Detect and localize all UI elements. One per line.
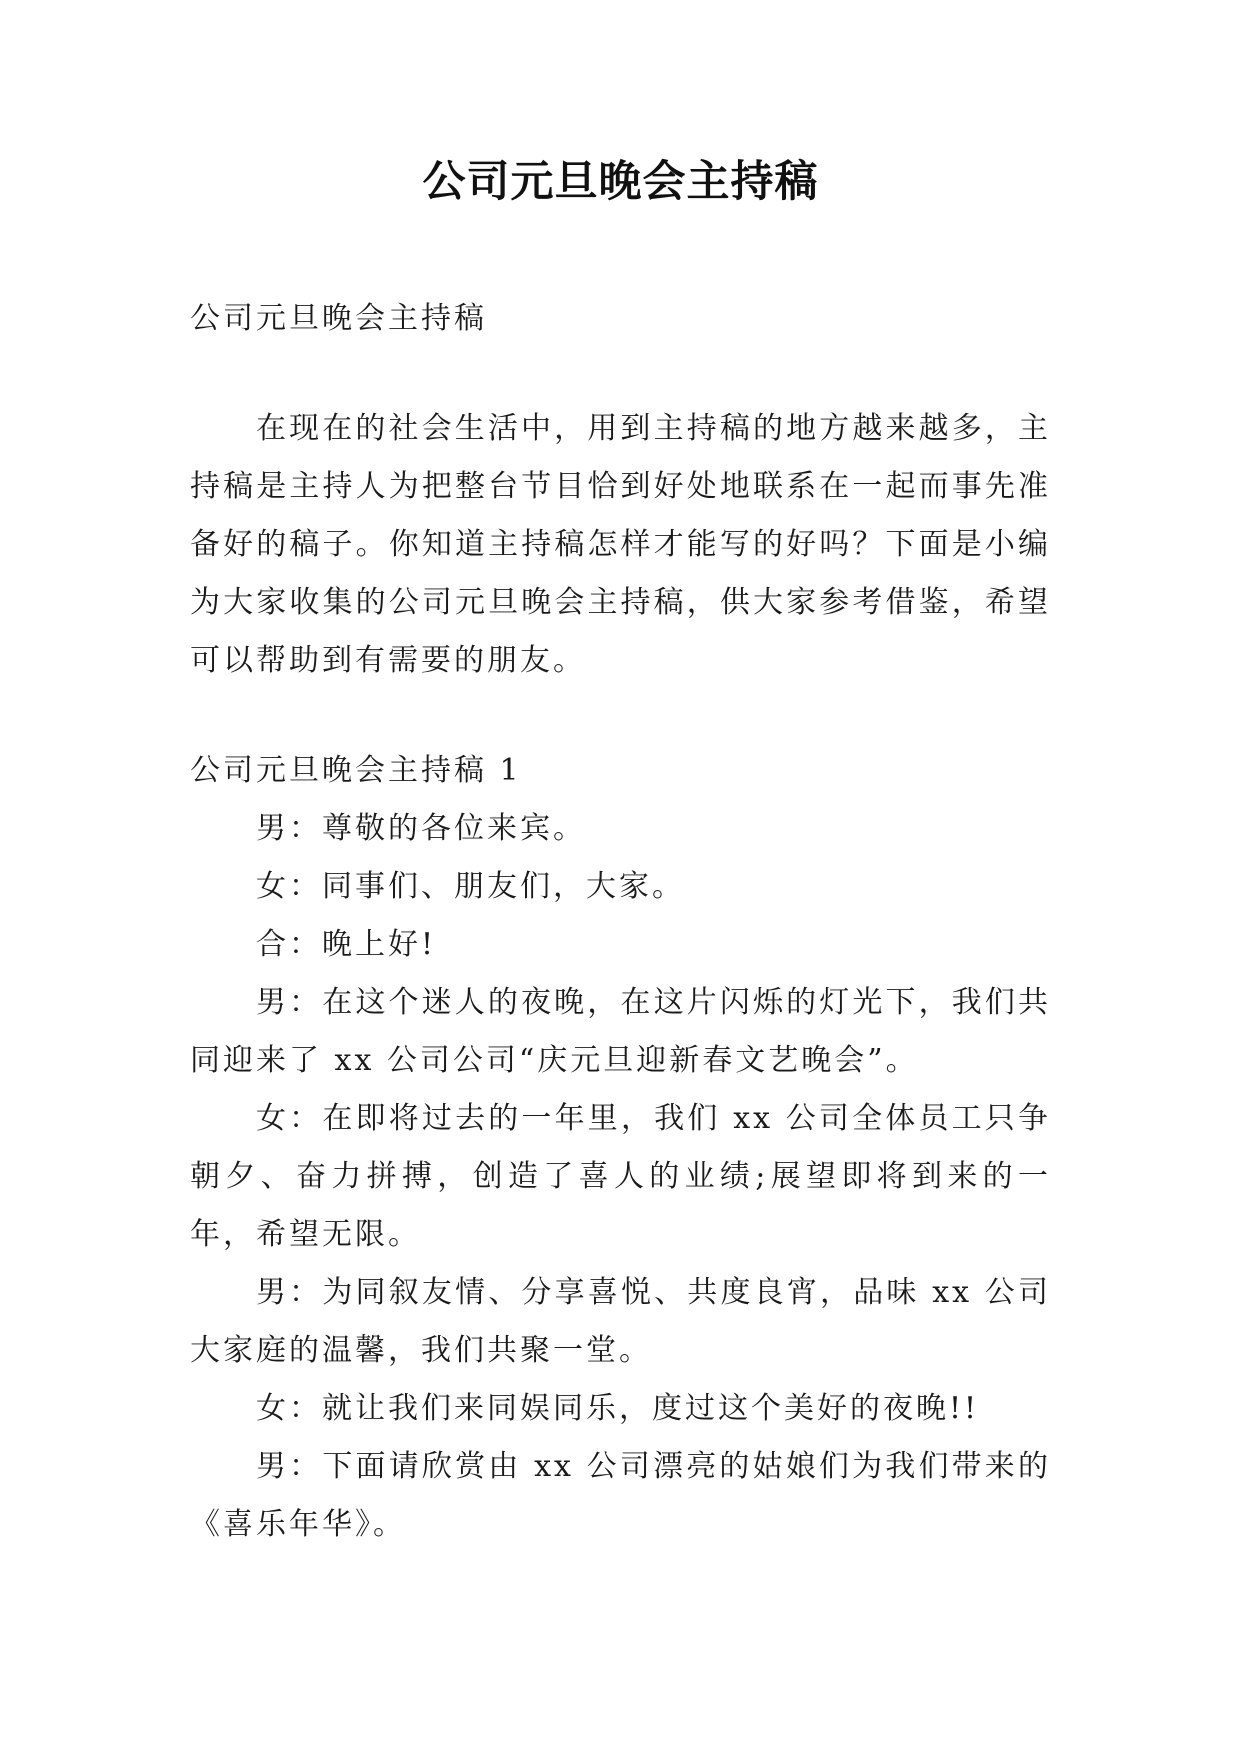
document-subtitle: 公司元旦晚会主持稿 xyxy=(190,301,487,336)
dialogue-line: 男：为同叙友情、分享喜悦、共度良宵，品味 xx 公司大家庭的温馨，我们共聚一堂。 xyxy=(190,1275,1051,1368)
dialogue-line: 合：晚上好! xyxy=(256,927,437,962)
dialogue-line: 男：尊敬的各位来宾。 xyxy=(256,811,586,846)
dialogue-line: 女：同事们、朋友们，大家。 xyxy=(256,869,685,904)
paragraph-spacer xyxy=(190,348,1051,400)
dialogue-line: 女：就让我们来同娱同乐，度过这个美好的夜晚!! xyxy=(256,1391,980,1426)
document-title: 公司元旦晚会主持稿 xyxy=(422,157,819,207)
dialogue-line: 男：下面请欣赏由 xx 公司漂亮的姑娘们为我们带来的《喜乐年华》。 xyxy=(190,1449,1051,1542)
paragraph-spacer xyxy=(190,690,1051,742)
document-body xyxy=(190,290,1051,1554)
section-heading: 公司元旦晚会主持稿 1 xyxy=(190,753,522,788)
intro-paragraph: 在现在的社会生活中，用到主持稿的地方越来越多，主持稿是主持人为把整台节目恰到好处地联系在一起而事先准备好的稿子。你知道主持稿怎样才能写的好吗？下面是小编为大家收集的公司元旦晚会主持稿，供大家参考借鉴，希望可以帮助到有需要的朋友。 xyxy=(190,411,1051,678)
dialogue-line: 女：在即将过去的一年里，我们 xx 公司全体员工只争朝夕、奋力拼搏，创造了喜人的业绩;展望即将到来的一年，希望无限。 xyxy=(190,1101,1051,1252)
dialogue-line: 男：在这个迷人的夜晚，在这片闪烁的灯光下，我们共同迎来了 xx 公司公司“庆元旦迎新春文艺晚会”。 xyxy=(190,985,1051,1078)
